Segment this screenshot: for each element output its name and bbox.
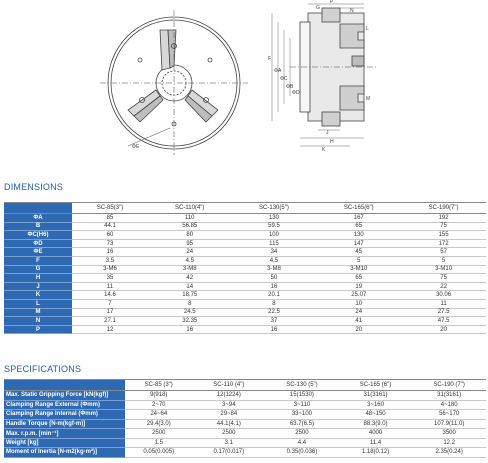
specifications-cell: 4.4 xyxy=(265,438,339,448)
specifications-cell: 4~180 xyxy=(412,400,486,410)
specifications-column-header: SC-85 (3") xyxy=(125,380,193,391)
dimensions-cell: 24.5 xyxy=(148,308,232,317)
dimensions-column-header: SC-130(5") xyxy=(232,203,317,214)
specifications-cell: 3~160 xyxy=(339,400,413,410)
dimensions-cell: 19 xyxy=(316,282,401,291)
specifications-row-label: Moment of Inertia [N-m2(kg-m²)] xyxy=(4,448,125,458)
specifications-cell: 29.4(3.0) xyxy=(125,419,193,429)
label-h: H xyxy=(330,139,334,145)
specifications-cell: 11.4 xyxy=(339,438,413,448)
dimensions-cell: 130 xyxy=(232,214,317,223)
dimensions-row xyxy=(4,299,486,308)
dimensions-cell: 20 xyxy=(401,325,486,334)
dimensions-cell: 3.5 xyxy=(72,256,148,265)
dimensions-cell: 14 xyxy=(148,282,232,291)
dimensions-row xyxy=(4,265,486,274)
dimensions-cell: 192 xyxy=(401,214,486,223)
specifications-row xyxy=(4,429,486,439)
dimensions-title: DIMENSIONS xyxy=(4,182,64,192)
specifications-row xyxy=(4,400,486,410)
specifications-corner-cell xyxy=(4,380,125,391)
dimensions-row xyxy=(4,222,486,231)
specifications-cell: 31(3161) xyxy=(339,391,413,401)
specifications-column-header: SC-165 (6") xyxy=(339,380,413,391)
dimensions-cell: 95 xyxy=(148,239,232,248)
label-c: ΦC xyxy=(280,76,288,82)
specifications-cell: 3~94 xyxy=(193,400,266,410)
dimensions-cell: 172 xyxy=(401,239,486,248)
dimensions-row xyxy=(4,291,486,300)
dimensions-cell: 18.75 xyxy=(148,291,232,300)
dimensions-cell: 42 xyxy=(148,274,232,283)
specifications-row-label: Max. r.p.m. [min⁻¹] xyxy=(4,429,125,439)
specifications-cell: 88.3(9.0) xyxy=(339,419,413,429)
dimensions-row xyxy=(4,231,486,240)
dimensions-cell: 24 xyxy=(316,308,401,317)
chuck-technical-drawing xyxy=(0,0,488,170)
dimensions-row-label: ΦE xyxy=(4,248,72,257)
dimensions-cell: 57 xyxy=(401,248,486,257)
specifications-cell: 9(918) xyxy=(125,391,193,401)
dimensions-corner-cell xyxy=(4,203,72,214)
dimensions-row xyxy=(4,256,486,265)
dimensions-cell: 7 xyxy=(72,299,148,308)
dimensions-column-header: SC-110(4") xyxy=(148,203,232,214)
dimensions-cell: 4.5 xyxy=(148,256,232,265)
label-m: M xyxy=(366,96,371,102)
specifications-cell: 29~84 xyxy=(193,410,266,420)
dimensions-row-label: N xyxy=(4,317,72,326)
dimensions-cell: 24 xyxy=(148,248,232,257)
dimensions-cell: 50 xyxy=(232,274,317,283)
dimensions-row xyxy=(4,282,486,291)
dimensions-cell: 35 xyxy=(72,274,148,283)
specifications-row xyxy=(4,410,486,420)
dimensions-row-label: B xyxy=(4,222,72,231)
dimensions-row-label: F xyxy=(4,256,72,265)
dimensions-row-label: K xyxy=(4,291,72,300)
specifications-cell: 1.5 xyxy=(125,438,193,448)
specifications-cell: 0.35(0.036) xyxy=(265,448,339,458)
dimensions-cell: 12 xyxy=(72,325,148,334)
dimensions-row-label: ΦC(H6) xyxy=(4,231,72,240)
dimensions-cell: 100 xyxy=(232,231,317,240)
dimensions-cell: 8 xyxy=(232,299,317,308)
dimensions-cell: 5 xyxy=(316,256,401,265)
dimensions-cell: 25.07 xyxy=(316,291,401,300)
dimensions-cell: 130 xyxy=(316,231,401,240)
specifications-cell: 31(3161) xyxy=(412,391,486,401)
dimensions-cell: 44.1 xyxy=(72,222,148,231)
specifications-cell: 0.05(0.005) xyxy=(125,448,193,458)
dimensions-cell: 16 xyxy=(232,325,317,334)
dimensions-cell: 37 xyxy=(232,317,317,326)
dimensions-cell: 45 xyxy=(316,248,401,257)
specifications-column-header: SC-110 (4") xyxy=(193,380,266,391)
dimensions-cell: 14.6 xyxy=(72,291,148,300)
dimensions-cell: 3-M8 xyxy=(148,265,232,274)
label-f: F xyxy=(268,56,272,62)
dimensions-table xyxy=(4,202,486,334)
dimensions-row-label: G xyxy=(4,265,72,274)
dimensions-row xyxy=(4,239,486,248)
specifications-cell: 44.1(4.1) xyxy=(193,419,266,429)
dimensions-cell: 3-M6 xyxy=(72,265,148,274)
dimensions-cell: 60 xyxy=(72,231,148,240)
chuck-front-view xyxy=(100,10,248,155)
specifications-row xyxy=(4,419,486,429)
dimensions-cell: 27.5 xyxy=(401,308,486,317)
dimensions-cell: 16 xyxy=(232,282,317,291)
specifications-column-header: SC-130 (5") xyxy=(265,380,339,391)
dimensions-cell: 3-M8 xyxy=(232,265,317,274)
dimensions-cell: 59.5 xyxy=(232,222,317,231)
specifications-header-row xyxy=(4,380,486,391)
dimensions-cell: 75 xyxy=(401,274,486,283)
label-b: ΦB xyxy=(286,84,294,90)
specifications-cell: 48~150 xyxy=(339,410,413,420)
specifications-cell: 3~110 xyxy=(265,400,339,410)
dimensions-row xyxy=(4,308,486,317)
dimensions-column-header: SC-190(7") xyxy=(401,203,486,214)
specifications-row-label: Handle Torque [N-m(kgf-m)] xyxy=(4,419,125,429)
label-l: L xyxy=(366,26,369,32)
dimensions-cell: 73 xyxy=(72,239,148,248)
specifications-cell: 2~70 xyxy=(125,400,193,410)
dimensions-cell: 20.1 xyxy=(232,291,317,300)
dimensions-cell: 27.1 xyxy=(72,317,148,326)
specifications-row xyxy=(4,391,486,401)
dimensions-cell: 80 xyxy=(148,231,232,240)
specifications-title: SPECIFICATIONS xyxy=(4,364,82,374)
dimensions-row-label: J xyxy=(4,282,72,291)
specifications-row-label: Clamping Range External (Φmm) xyxy=(4,400,125,410)
dimensions-column-header: SC-85(3") xyxy=(72,203,148,214)
dimensions-cell: 16 xyxy=(72,248,148,257)
specifications-table xyxy=(4,379,486,458)
dimensions-row-label: H xyxy=(4,274,72,283)
dimensions-cell: 47.5 xyxy=(401,317,486,326)
dimensions-header-row xyxy=(4,203,486,214)
label-n: N xyxy=(350,8,354,14)
dimensions-cell: 30.06 xyxy=(401,291,486,300)
dimensions-row xyxy=(4,274,486,283)
specifications-row-label: Max. Static Gripping Force [kN(kgf)] xyxy=(4,391,125,401)
dimensions-cell: 11 xyxy=(401,299,486,308)
specifications-cell: 12.2 xyxy=(412,438,486,448)
dimensions-cell: 147 xyxy=(316,239,401,248)
specifications-cell: 2.35(0.24) xyxy=(412,448,486,458)
label-p: P xyxy=(330,0,334,5)
dimensions-row-label: P xyxy=(4,325,72,334)
dimensions-row xyxy=(4,317,486,326)
specifications-cell: 56~170 xyxy=(412,410,486,420)
dimensions-row xyxy=(4,214,486,223)
dimensions-cell: 75 xyxy=(401,222,486,231)
specifications-cell: 63.7(6.5) xyxy=(265,419,339,429)
dimensions-cell: 34 xyxy=(232,248,317,257)
dimensions-cell: 5 xyxy=(401,256,486,265)
label-d: ΦD xyxy=(292,90,300,96)
dimensions-row-label: ΦD xyxy=(4,239,72,248)
label-k: K xyxy=(322,147,326,153)
specifications-cell: 12(1224) xyxy=(193,391,266,401)
specifications-cell: 107.9(11.0) xyxy=(412,419,486,429)
dimensions-row-label: M xyxy=(4,308,72,317)
dimensions-cell: 20 xyxy=(316,325,401,334)
dimensions-cell: 155 xyxy=(401,231,486,240)
dimensions-cell: 85 xyxy=(72,214,148,223)
dimensions-cell: 3-M10 xyxy=(401,265,486,274)
dimensions-cell: 32.35 xyxy=(148,317,232,326)
label-pcd: ΦE xyxy=(132,144,140,150)
specifications-row-label: Weight [kg] xyxy=(4,438,125,448)
dimensions-cell: 56.85 xyxy=(148,222,232,231)
dimensions-cell: 41 xyxy=(316,317,401,326)
dimensions-cell: 11 xyxy=(72,282,148,291)
specifications-cell: 24~64 xyxy=(125,410,193,420)
specifications-cell: 1.18(0.12) xyxy=(339,448,413,458)
specifications-row xyxy=(4,438,486,448)
dimensions-cell: 22.5 xyxy=(232,308,317,317)
label-j: J xyxy=(326,130,329,136)
dimensions-cell: 65 xyxy=(316,274,401,283)
dimensions-row-label: ΦA xyxy=(4,214,72,223)
label-g: G xyxy=(316,5,320,11)
specifications-cell: 2500 xyxy=(193,429,266,439)
dimensions-row-label: L xyxy=(4,299,72,308)
dimensions-row xyxy=(4,248,486,257)
dimensions-cell: 8 xyxy=(148,299,232,308)
specifications-cell: 3.1 xyxy=(193,438,266,448)
specifications-cell: 15(1530) xyxy=(265,391,339,401)
dimensions-cell: 167 xyxy=(316,214,401,223)
dimensions-column-header: SC-165(6") xyxy=(316,203,401,214)
dimensions-row xyxy=(4,325,486,334)
specifications-cell: 4000 xyxy=(339,429,413,439)
dimensions-cell: 22 xyxy=(401,282,486,291)
dimensions-cell: 10 xyxy=(316,299,401,308)
label-a: ΦA xyxy=(274,68,282,74)
specifications-column-header: SC-190 (7") xyxy=(412,380,486,391)
specifications-cell: 3500 xyxy=(412,429,486,439)
dimensions-cell: 17 xyxy=(72,308,148,317)
specifications-cell: 0.17(0.017) xyxy=(193,448,266,458)
dimensions-cell: 3-M10 xyxy=(316,265,401,274)
specifications-cell: 2500 xyxy=(125,429,193,439)
specifications-row xyxy=(4,448,486,458)
dimensions-cell: 4.5 xyxy=(232,256,317,265)
dimensions-cell: 115 xyxy=(232,239,317,248)
specifications-cell: 33~100 xyxy=(265,410,339,420)
specifications-row-label: Clamping Range Internal (Φmm) xyxy=(4,410,125,420)
dimensions-cell: 110 xyxy=(148,214,232,223)
chuck-side-view xyxy=(272,4,376,146)
dimensions-cell: 65 xyxy=(316,222,401,231)
dimensions-cell: 16 xyxy=(148,325,232,334)
specifications-cell: 2500 xyxy=(265,429,339,439)
